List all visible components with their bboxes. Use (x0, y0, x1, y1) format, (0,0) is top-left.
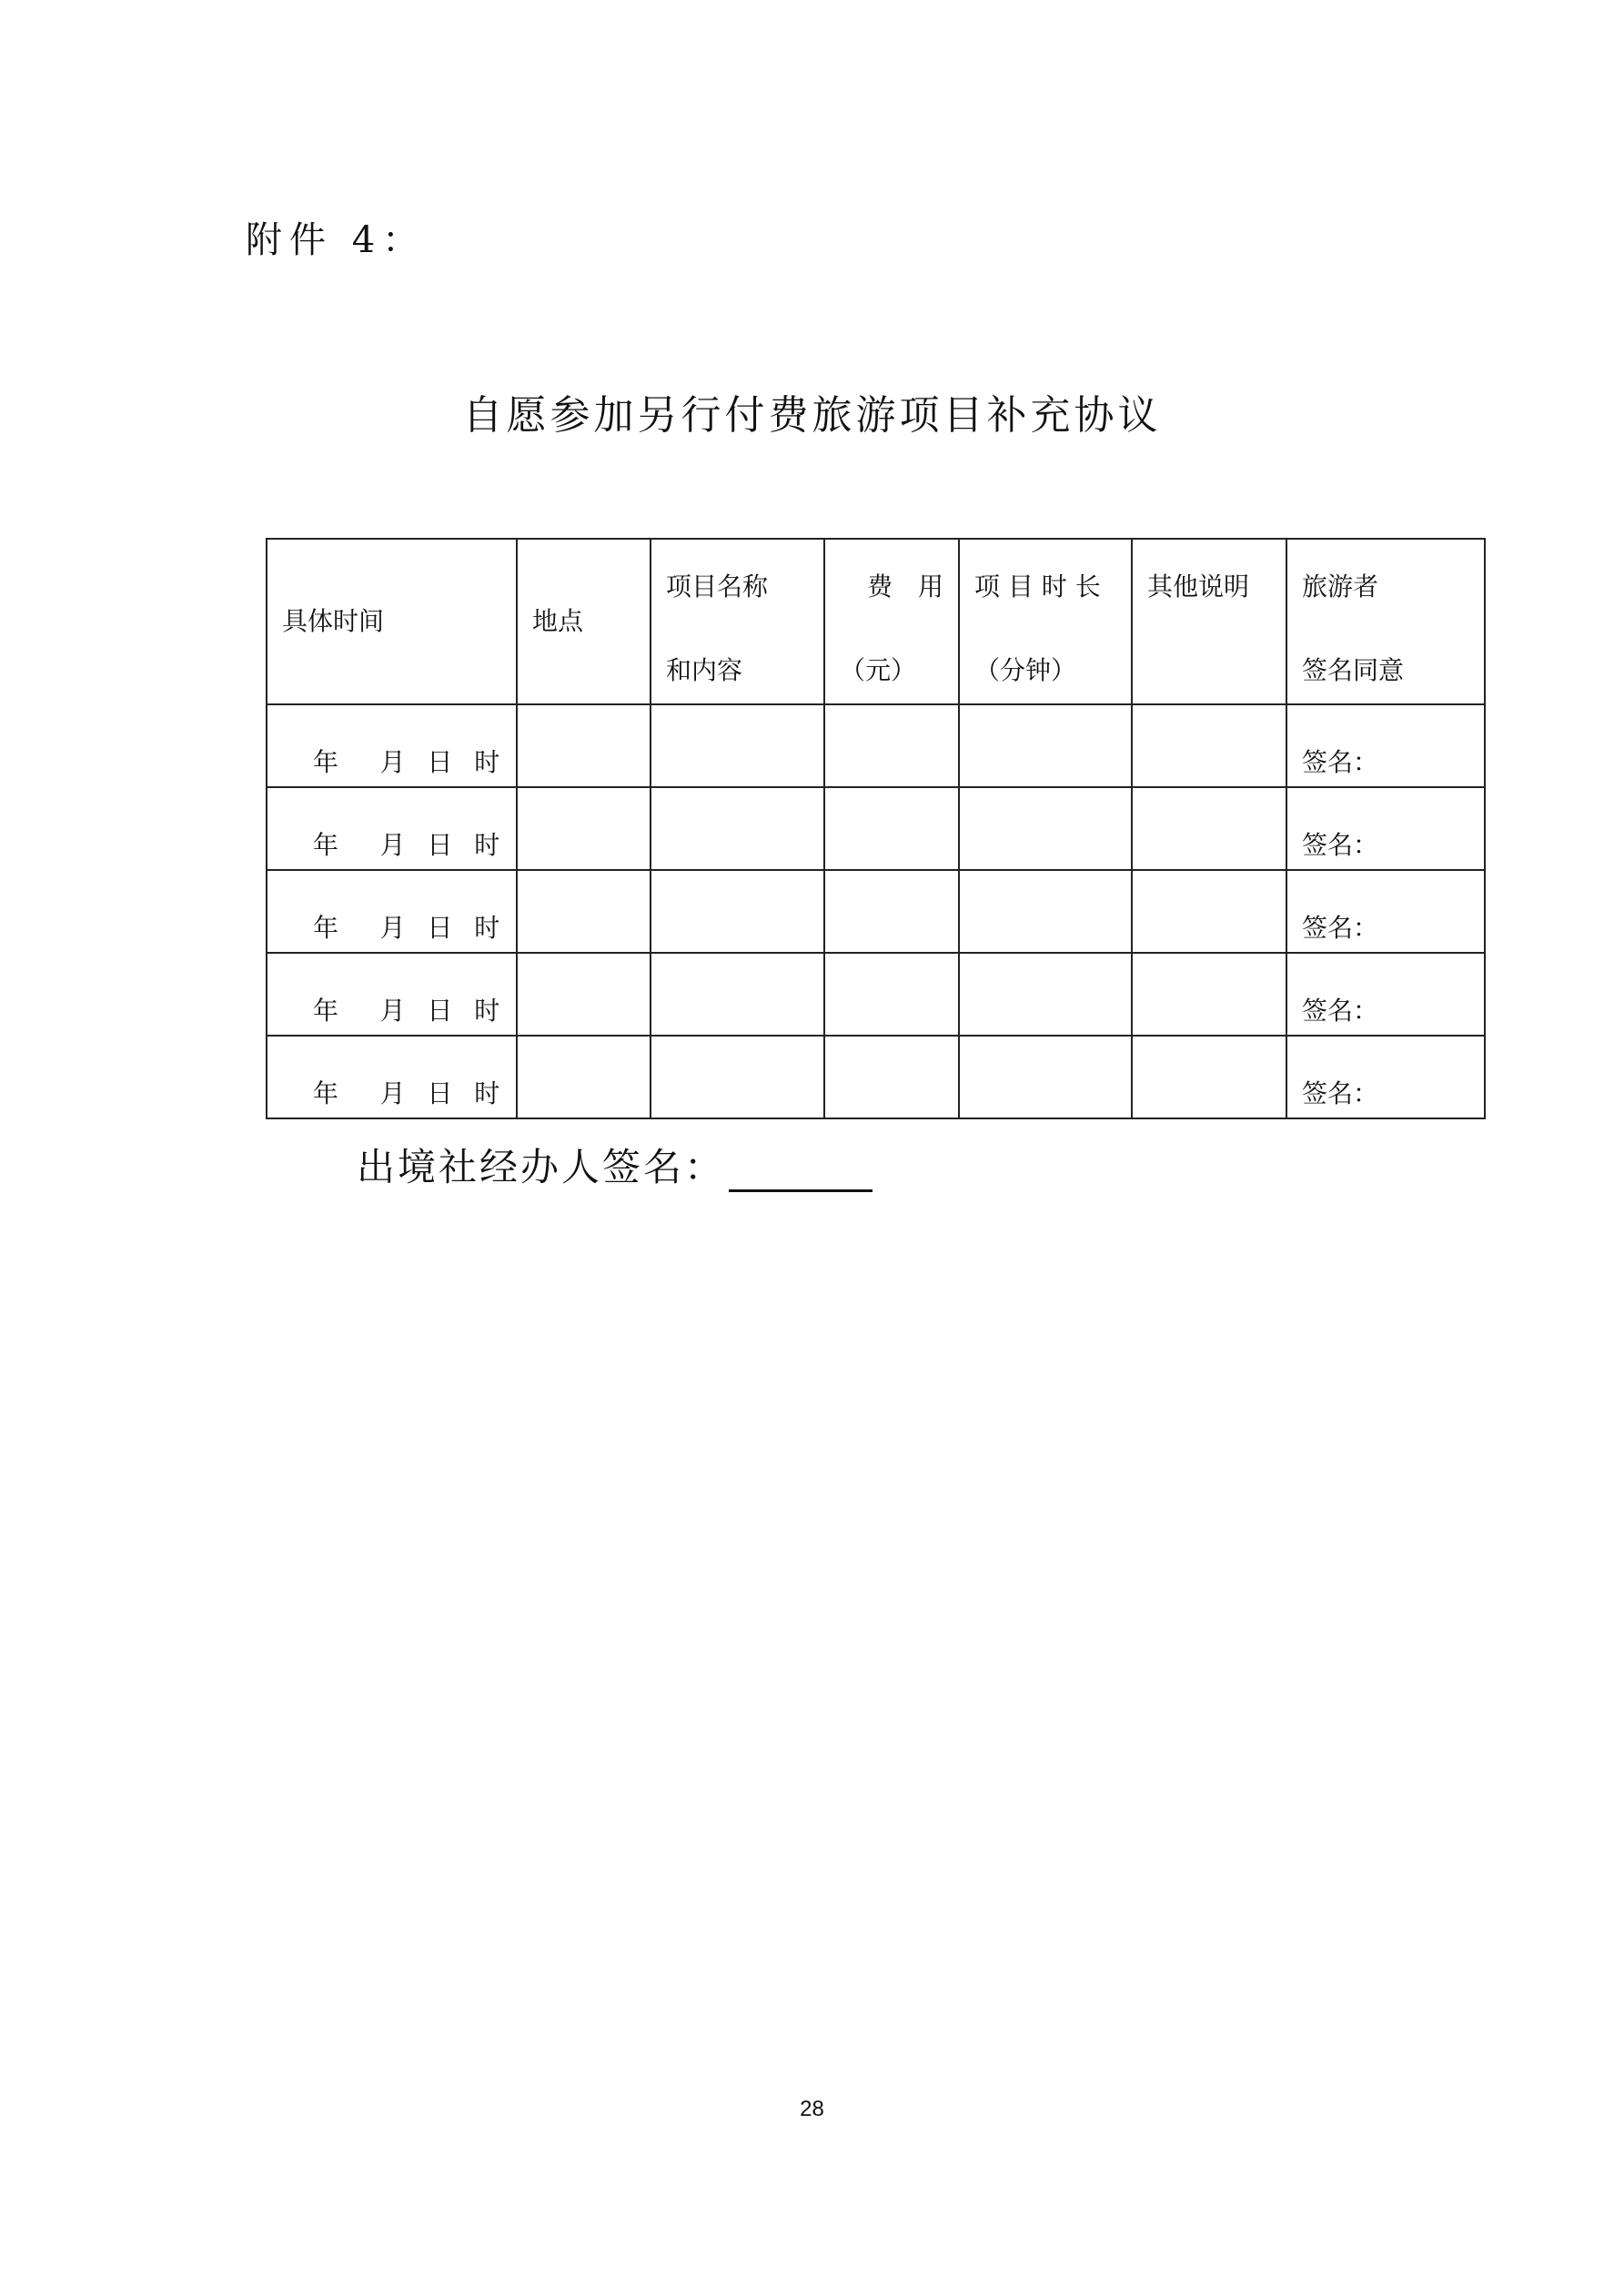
other-cell[interactable] (1132, 1036, 1286, 1118)
date-cell[interactable]: 年 月 日 时 (267, 1036, 517, 1118)
table-header-row (267, 539, 1485, 704)
project-cell[interactable] (651, 787, 824, 870)
project-cell[interactable] (651, 1036, 824, 1118)
header-place: 地点 (517, 539, 651, 704)
header-sign: 旅游者 签名同意 (1286, 539, 1485, 704)
table-row (267, 870, 1485, 953)
sign-cell[interactable]: 签名： (1286, 787, 1485, 870)
fee-cell[interactable] (824, 787, 959, 870)
table-row (267, 704, 1485, 787)
fee-cell[interactable] (824, 1036, 959, 1118)
project-cell[interactable] (651, 953, 824, 1036)
sign-cell[interactable]: 签名： (1286, 1036, 1485, 1118)
table-row (267, 1036, 1485, 1118)
header-other: 其他说明 (1132, 539, 1286, 704)
header-duration: 项 目 时 长 （分钟） (959, 539, 1132, 704)
place-cell[interactable] (517, 704, 651, 787)
other-cell[interactable] (1132, 953, 1286, 1036)
header-project: 项目名称 和内容 (651, 539, 824, 704)
sign-cell[interactable]: 签名： (1286, 953, 1485, 1036)
agent-signature-blank[interactable] (729, 1148, 873, 1192)
project-cell[interactable] (651, 704, 824, 787)
fee-cell[interactable] (824, 870, 959, 953)
place-cell[interactable] (517, 953, 651, 1036)
other-cell[interactable] (1132, 704, 1286, 787)
paid-items-table (266, 538, 1486, 1119)
duration-cell[interactable] (959, 870, 1132, 953)
document-title: 自愿参加另行付费旅游项目补充协议 (462, 392, 1162, 439)
date-cell[interactable]: 年 月 日 时 (267, 870, 517, 953)
sign-cell[interactable]: 签名： (1286, 704, 1485, 787)
header-time: 具体时间 (267, 539, 517, 704)
duration-cell[interactable] (959, 787, 1132, 870)
date-cell[interactable]: 年 月 日 时 (267, 704, 517, 787)
other-cell[interactable] (1132, 787, 1286, 870)
agent-signature-line (357, 1138, 873, 1192)
header-fee: 费 用 （元） (824, 539, 959, 704)
attachment-label: 附件 4： (246, 219, 427, 261)
agent-signature-label: 出境社经办人签名： (357, 1145, 726, 1189)
duration-cell[interactable] (959, 953, 1132, 1036)
table-row (267, 787, 1485, 870)
place-cell[interactable] (517, 787, 651, 870)
fee-cell[interactable] (824, 953, 959, 1036)
place-cell[interactable] (517, 870, 651, 953)
duration-cell[interactable] (959, 1036, 1132, 1118)
duration-cell[interactable] (959, 704, 1132, 787)
place-cell[interactable] (517, 1036, 651, 1118)
page-number: 28 (800, 2097, 824, 2121)
other-cell[interactable] (1132, 870, 1286, 953)
date-cell[interactable]: 年 月 日 时 (267, 953, 517, 1036)
fee-cell[interactable] (824, 704, 959, 787)
sign-cell[interactable]: 签名： (1286, 870, 1485, 953)
project-cell[interactable] (651, 870, 824, 953)
date-cell[interactable]: 年 月 日 时 (267, 787, 517, 870)
table-row (267, 953, 1485, 1036)
